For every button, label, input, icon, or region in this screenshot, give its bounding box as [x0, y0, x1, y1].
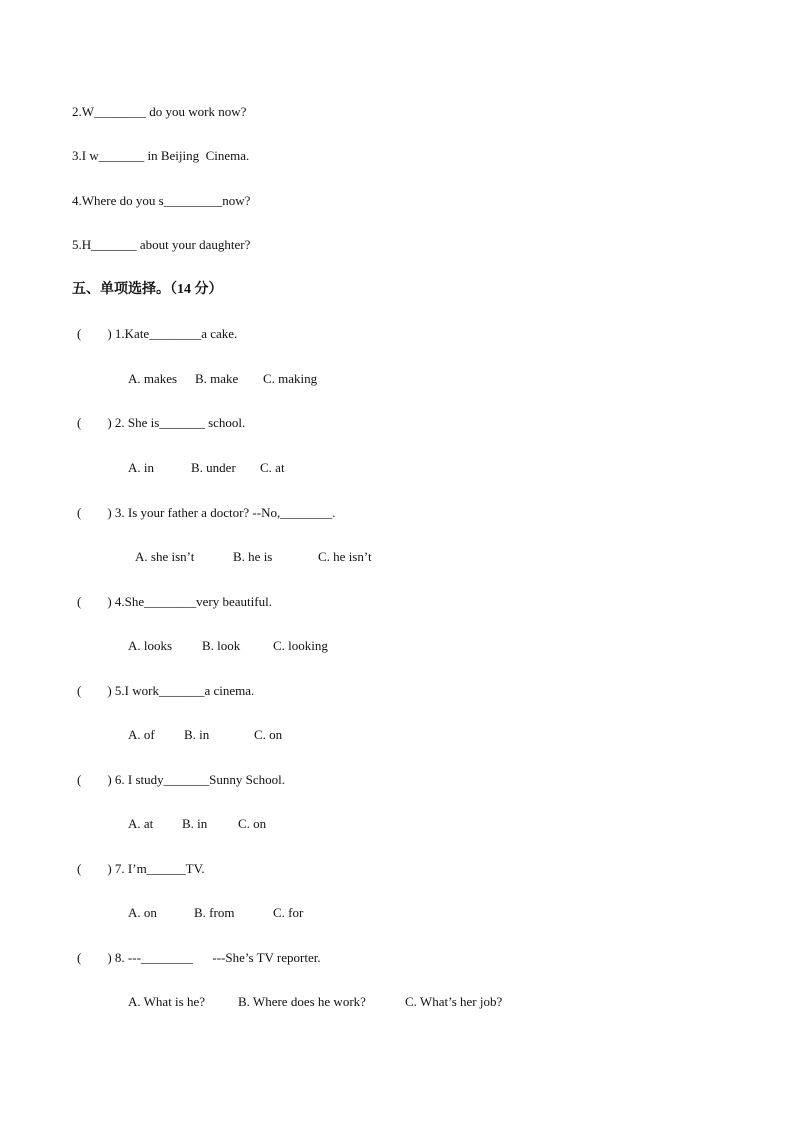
option-a: A. of: [128, 727, 155, 742]
option-b: B. in: [182, 816, 208, 831]
option-c: C. for: [273, 905, 304, 920]
option-c: C. he isn’t: [318, 549, 372, 564]
section-heading: 五、单项选择。（14 分）: [72, 282, 223, 297]
option-b: B. Where does he work?: [238, 994, 366, 1009]
option-b: B. from: [194, 905, 235, 920]
option-c: C. on: [238, 816, 267, 831]
question-stem: ( ) 1.Kate________a cake.: [77, 326, 238, 341]
option-a: A. she isn’t: [135, 549, 195, 564]
fill-in-line: 3.I w_______ in Beijing Cinema.: [72, 148, 250, 163]
option-b: B. look: [202, 638, 241, 653]
option-b: B. in: [184, 727, 210, 742]
option-c: C. What’s her job?: [405, 994, 503, 1009]
option-a: A. makes: [128, 371, 178, 386]
option-b: B. under: [191, 460, 236, 475]
question-stem: ( ) 7. I’m______TV.: [77, 861, 205, 876]
option-b: B. make: [195, 371, 239, 386]
question-stem: ( ) 4.She________very beautiful.: [77, 594, 272, 609]
option-b: B. he is: [233, 549, 273, 564]
option-c: C. at: [260, 460, 285, 475]
fill-in-line: 2.W________ do you work now?: [72, 104, 247, 119]
fill-in-line: 4.Where do you s_________now?: [72, 193, 251, 208]
option-c: C. looking: [273, 638, 328, 653]
option-a: A. in: [128, 460, 154, 475]
option-c: C. making: [263, 371, 318, 386]
question-stem: ( ) 3. Is your father a doctor? --No,________.: [77, 505, 336, 520]
question-stem: ( ) 2. She is_______ school.: [77, 415, 246, 430]
option-a: A. What is he?: [128, 994, 206, 1009]
option-a: A. at: [128, 816, 154, 831]
option-a: A. on: [128, 905, 157, 920]
option-c: C. on: [254, 727, 283, 742]
question-stem: ( ) 5.I work_______a cinema.: [77, 683, 255, 698]
question-stem: ( ) 6. I study_______Sunny School.: [77, 772, 285, 787]
fill-in-line: 5.H_______ about your daughter?: [72, 237, 251, 252]
option-a: A. looks: [128, 638, 173, 653]
question-stem: ( ) 8. ---________ ---She’s TV reporter.: [77, 950, 321, 965]
